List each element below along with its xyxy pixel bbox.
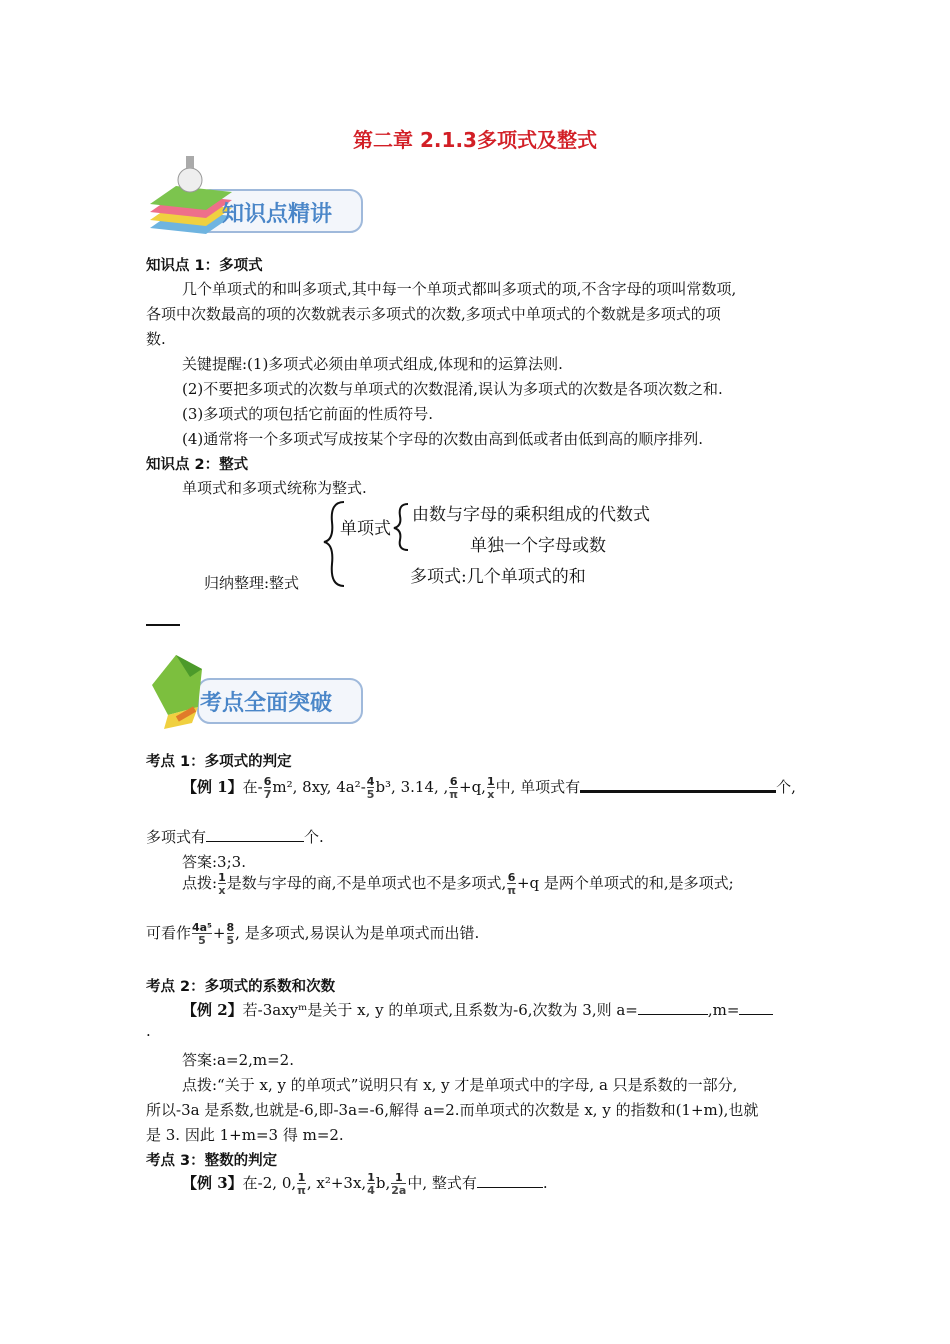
fraction: $\frac{1}{2a}$ (391, 1171, 407, 1197)
fraction: $\frac{\text{4a⁵}}{5}$ (192, 921, 212, 947)
ex1-tag: 【例 1】 (182, 778, 243, 796)
ex2-hint-line: 点拨:“关于 x, y 的单项式”说明只有 x, y 才是单项式中的字母, a 只是系数的一部分, (182, 1076, 738, 1094)
kp1-para-line: 数. (146, 330, 166, 348)
kp1-reminder: (4)通常将一个多项式写成按某个字母的次数由高到低或者由低到高的顺序排列. (182, 430, 704, 448)
section-divider (146, 624, 180, 626)
fraction: $\frac{1}{\pi}$ (297, 1171, 306, 1197)
fraction: $\frac{6}{\pi}$ (507, 871, 516, 897)
kp1-reminder: 关键提醒:(1)多项式必须由单项式组成,体现和的运算法则. (182, 355, 563, 373)
tree-monomial: 单项式 (340, 519, 391, 539)
ex2-hint-line: 所以-3a 是系数,也就是-6,即-3a=-6,解得 a=2.而单项式的次数是 x, y 的指数和(1+m),也就 (146, 1101, 759, 1119)
ex2-heading: 考点 2：多项式的系数和次数 (146, 979, 336, 995)
ex1-heading: 考点 1：多项式的判定 (146, 754, 292, 770)
ex1-question-cont: 多项式有 个. (146, 828, 324, 846)
tree-monomial-def-a: 由数与字母的乘积组成的代数式 (412, 505, 650, 525)
ex2-tag: 【例 2】 (182, 1001, 243, 1019)
tree-monomial-def-b: 单独一个字母或数 (470, 536, 606, 556)
kp2-para: 单项式和多项式统称为整式. (182, 479, 367, 497)
ex2-question-end: . (146, 1022, 151, 1040)
tree-polynomial: 多项式:几个单项式的和 (410, 567, 586, 587)
ex3-tag: 【例 3】 (182, 1174, 243, 1192)
ex2-question: 【例 2】若-3axyᵐ是关于 x, y 的单项式,且系数为-6,次数为 3,则 a= ,m= (182, 999, 773, 1020)
fraction: $\frac{6}{\pi}$ (449, 775, 458, 801)
summary-label: 归纳整理:整式 (204, 574, 300, 592)
fraction: $\frac{1}{x}$ (486, 775, 495, 801)
ex1-answer: 答案:3;3. (182, 853, 246, 871)
ex2-hint-line: 是 3. 因此 1+m=3 得 m=2. (146, 1126, 344, 1144)
answer-blank[interactable] (580, 784, 776, 793)
ex1-text: +q, (459, 778, 486, 796)
knowledge-banner-label: 知识点精讲 (222, 202, 333, 227)
ex1-hint-line: 可看作 $\frac{\text{4a⁵}}{5}$ + $\frac{8}{5}$ , 是多项式,易误认为是单项式而出错. (146, 921, 480, 947)
ex1-question (182, 776, 796, 800)
brace-icon (322, 498, 412, 590)
fraction: $\frac{8}{5}$ (226, 921, 235, 947)
kp1-para-line: 各项中次数最高的项的次数就表示多项式的次数,多项式中单项式的个数就是多项式的项 (146, 305, 721, 323)
ex1-text: 中, 单项式有 (495, 778, 581, 796)
kp1-heading: 知识点 1：多项式 (146, 258, 263, 274)
ex2-answer: 答案:a=2,m=2. (182, 1051, 294, 1069)
kp1-reminder: (3)多项式的项包括它前面的性质符号. (182, 405, 434, 423)
ex1-hint-line: 点拨: $\frac{1}{x}$ 是数与字母的商,不是单项式也不是多项式, $\frac{6}{\pi}$ +q 是两个单项式的和,是多项式; (182, 871, 734, 897)
ex1-text: b³, 3.14, , (375, 778, 449, 796)
kp2-heading: 知识点 2：整式 (146, 457, 249, 473)
ex1-text: 在- (242, 778, 263, 796)
answer-blank[interactable] (739, 1000, 773, 1015)
exam-banner-icon (146, 645, 368, 735)
fraction: $\frac{6}{7}$ (263, 775, 272, 801)
ex1-text: m², 8xy, 4a²- (272, 778, 366, 796)
fraction: $\frac{1}{4}$ (367, 1171, 375, 1197)
kp1-para-line: 几个单项式的和叫多项式,其中每一个单项式都叫多项式的项,不含字母的项叫常数项, (182, 280, 737, 298)
page-title: 第二章 2.1.3多项式及整式 (353, 128, 597, 152)
ex3-heading: 考点 3：整数的判定 (146, 1153, 278, 1169)
fraction: $\frac{4}{5}$ (366, 775, 375, 801)
exam-banner-label: 考点全面突破 (200, 691, 333, 716)
answer-blank[interactable] (206, 827, 304, 842)
ex1-text: 个, (776, 778, 796, 796)
answer-blank[interactable] (638, 1000, 708, 1015)
fraction: $\frac{1}{x}$ (218, 871, 226, 897)
knowledge-banner-icon (146, 150, 368, 240)
answer-blank[interactable] (477, 1173, 543, 1188)
kp1-reminder: (2)不要把多项式的次数与单项式的次数混淆,误认为多项式的次数是各项次数之和. (182, 380, 723, 398)
ex3-question: 【例 3】在-2, 0, $\frac{1}{\pi}$ , x²+3x, $\frac{1}{4}$ b, $\frac{1}{2a}$ 中, 整式有 . (182, 1171, 548, 1197)
